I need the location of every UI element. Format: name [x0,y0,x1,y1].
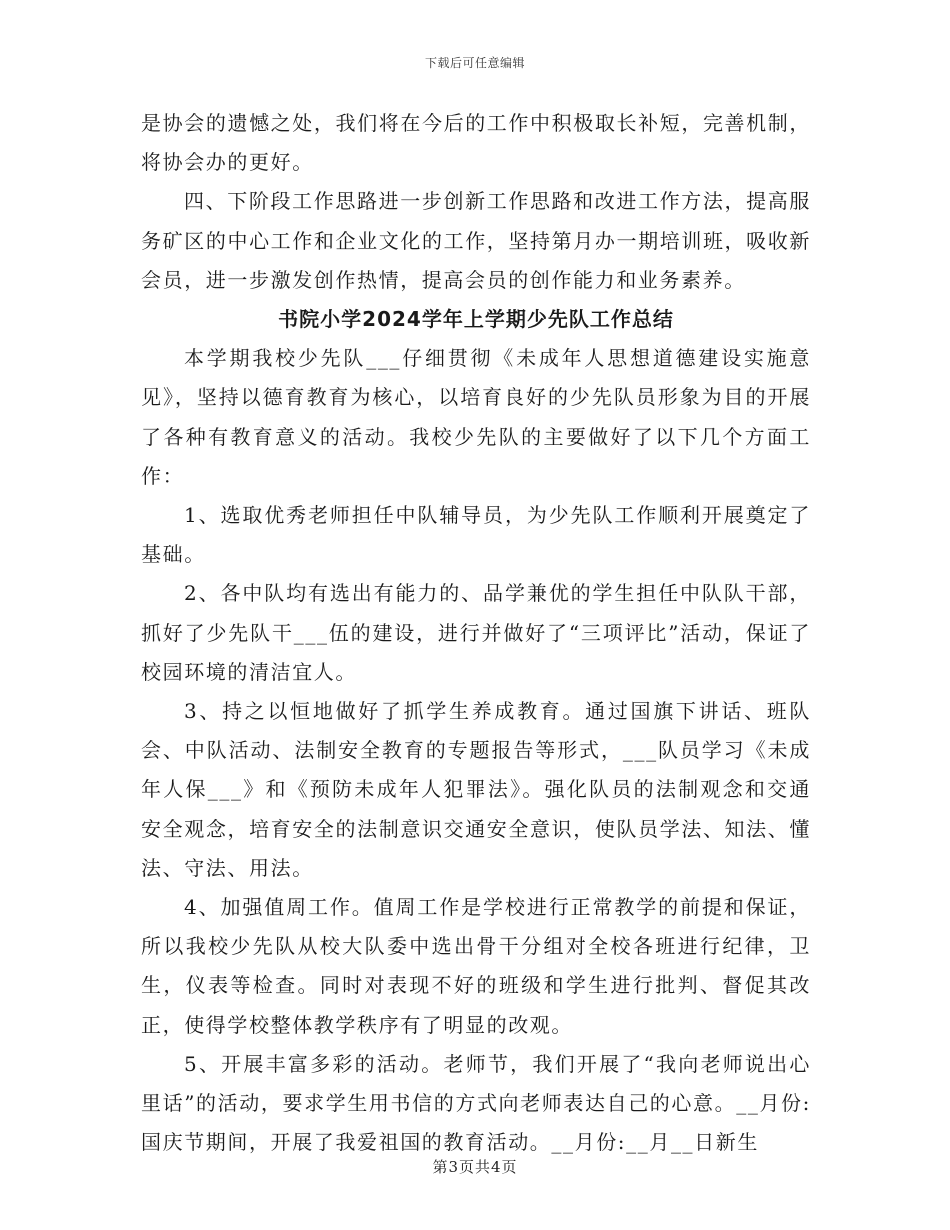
paragraph-item-2: 2、各中队均有选出有能力的、品学兼优的学生担任中队队干部，抓好了少先队干___伍的建设，进行并做好了“三项评比”活动，保证了校园环境的清洁宜人。 [141,581,811,684]
paragraph-item-4: 4、加强值周工作。值周工作是学校进行正常教学的前提和保证，所以我校少先队从校大队委中选出骨干分组对全校各班进行纪律，卫生，仪表等检查。同时对表现不好的班级和学生进行批判、督促其改正，使得学校整体教学秩序有了明显的改观。 [141,895,811,1037]
paragraph-item-1: 1、选取优秀老师担任中队辅导员，为少先队工作顺利开展奠定了基础。 [141,503,811,567]
page-header-note: 下载后可任意编辑 [424,56,525,70]
document-body [141,104,811,1162]
paragraph-continuation: 是协会的遗憾之处，我们将在今后的工作中积极取长补短，完善机制，将协会办的更好。 [141,111,811,175]
paragraph-next-stage: 四、下阶段工作思路进一步创新工作思路和改进工作方法，提高服务矿区的中心工作和企业文化的工作，坚持第月办一期培训班，吸收新会员，进一步激发创作热情，提高会员的创作能力和业务素养。 [141,189,811,292]
paragraph-intro: 本学期我校少先队___仔细贯彻《未成年人思想道德建设实施意见》，坚持以德育教育为核心，以培育良好的少先队员形象为目的开展了各种有教育意义的活动。我校少先队的主要做好了以下几个方面工作： [141,346,811,488]
paragraph-item-3: 3、持之以恒地做好了抓学生养成教育。通过国旗下讲话、班队会、中队活动、法制安全教育的专题报告等形式，___队员学习《未成年人保___》和《预防未成年人犯罪法》。强化队员的法制观念和交通安全观念，培育安全的法制意识交通安全意识，使队员学法、知法、懂法、守法、用法。 [141,699,811,880]
page-number: 第3页共4页 [432,1158,518,1176]
section-title: 书院小学2024学年上学期少先队工作总结 [278,307,674,332]
paragraph-item-5: 5、开展丰富多彩的活动。老师节，我们开展了“我向老师说出心里话”的活动，要求学生用书信的方式向老师表达自己的心意。__月份:国庆节期间，开展了我爱祖国的教育活动。__月份:__月__日新生 [141,1051,811,1155]
